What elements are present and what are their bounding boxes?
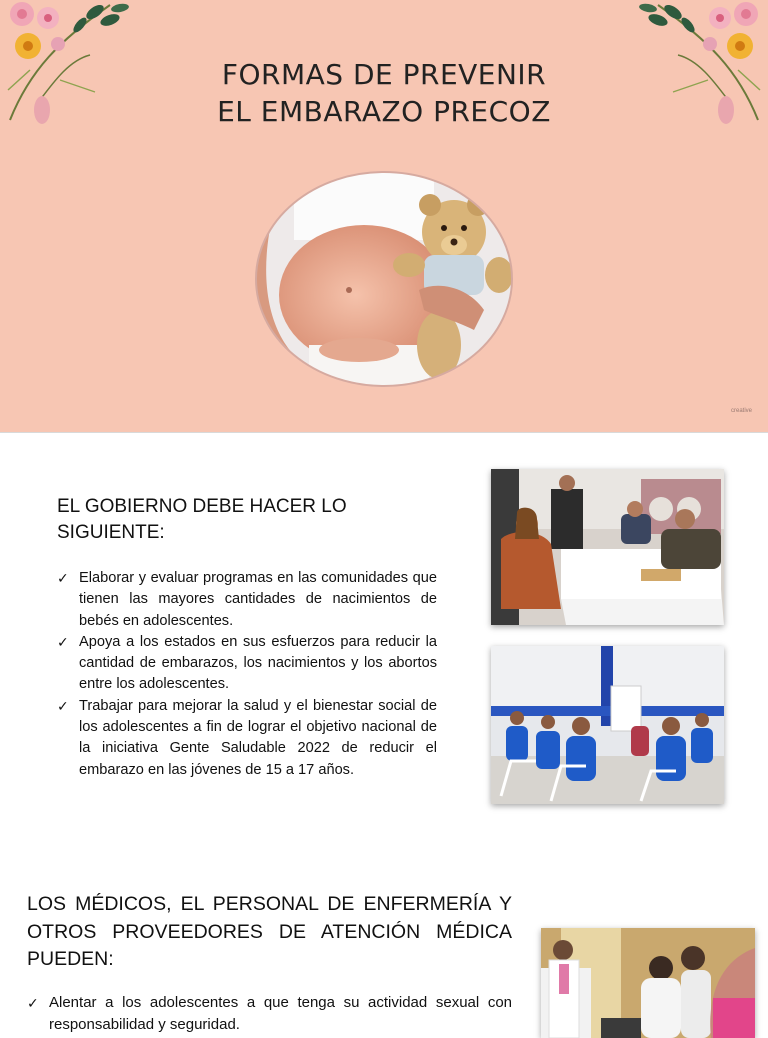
list-item-text: Elaborar y evaluar programas en las comunidades que tienen las mayores cantidades de nacimientos de bebés en adolescentes. <box>79 570 437 629</box>
medical-providers-heading: LOS MÉDICOS, EL PERSONAL DE ENFERMERÍA Y OTROS PROVEEDORES DE ATENCIÓN MÉDICA PUEDEN: <box>27 893 512 970</box>
title-slide <box>0 0 768 432</box>
list-item-text: Apoya a los estados en sus esfuerzos para reducir la cantidad de embarazos, los nacimientos y los abortos entre los adolescentes. <box>79 633 437 693</box>
check-icon: ✓ <box>27 995 39 1011</box>
title-line-1: FORMAS DE PREVENIR <box>221 58 547 91</box>
medical-list <box>27 992 512 1036</box>
list-item <box>57 632 437 696</box>
list-item <box>27 992 512 1036</box>
slide-title <box>0 56 768 130</box>
brand-logo: creative <box>730 408 752 414</box>
meeting-table-photo <box>491 469 724 625</box>
check-icon: ✓ <box>57 633 69 650</box>
government-heading: EL GOBIERNO DEBE HACER LO SIGUIENTE: <box>57 496 347 543</box>
government-list <box>57 568 437 781</box>
check-icon: ✓ <box>57 570 69 586</box>
list-item <box>57 568 437 632</box>
youth-workshop-photo <box>491 646 724 804</box>
list-item <box>57 696 437 781</box>
nurse-with-mothers-photo <box>541 928 755 1038</box>
check-icon: ✓ <box>57 697 69 714</box>
list-item-text: Trabajar para mejorar la salud y el bienestar social de los adolescentes a fin de lograr el objetivo nacional de la iniciativa Gente Saludable 2022 de reducir el embarazo en las jóvenes de 15 a 17 años. <box>79 697 437 778</box>
content-slide <box>0 433 768 1033</box>
pregnant-belly-teddy-bear-photo <box>254 170 514 388</box>
title-line-2: EL EMBARAZO PRECOZ <box>217 95 551 128</box>
list-item-text: Alentar a los adolescentes a que tenga su actividad sexual con responsabilidad y seguridad. <box>49 994 512 1033</box>
